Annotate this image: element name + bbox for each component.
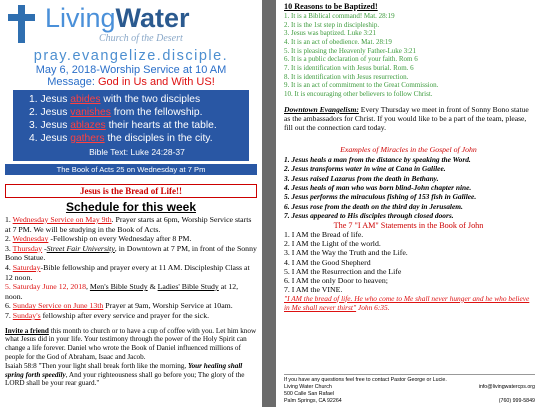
schedule-list bbox=[5, 215, 257, 321]
sermon-point: 3. Jesus ablazes their hearts at the table. bbox=[29, 120, 217, 131]
list-item: 1. I AM the Bread of life. bbox=[284, 229, 364, 239]
list-item: 7. I AM the VINE. bbox=[284, 285, 343, 295]
invite-paragraph: Invite a friend this month to church or to have a cup of coffee with you. Let him know what Jesus did in your life. Your testimony through the power of the Holy Spirit can change a life forever. Daniel who wrote the Book of Daniel influenced millions of people for the God of Abraham, Isaac and Jacob. Isaiah 58:8 "Then your light shall break forth like the morning, Your healing shall spring forth speedily, And your righteousness shall go before you; The glory of the LORD shall be your rear guard." bbox=[5, 326, 257, 388]
sermon-point: 4. Jesus gathers the disciples in the city. bbox=[29, 133, 213, 144]
list-item: 10. It is encouraging other believers to follow Christ. bbox=[284, 89, 433, 98]
message-line: Message: God in Us and With US! bbox=[47, 76, 215, 88]
list-item: 5. It is pleasing the Heavenly Father-Luke 3:21 bbox=[284, 46, 417, 55]
schedule-item: 6. Sunday Service on June 13th Prayer at 9am, Worship Service at 10am. bbox=[5, 301, 233, 311]
brand-name: LivingWater bbox=[45, 3, 190, 33]
tagline: pray.evangelize.disciple. bbox=[33, 48, 229, 64]
left-page bbox=[0, 0, 262, 407]
list-item: 2. I AM the Light of the world. bbox=[284, 238, 381, 248]
service-line: May 6, 2018-Worship Service at 10 AM bbox=[35, 64, 227, 76]
church-name: Living Water Church bbox=[284, 384, 332, 390]
list-item: 3. Jesus was baptized. Luke 3:21 bbox=[284, 29, 376, 38]
sermon-point: 1. Jesus abides with the two disciples bbox=[29, 94, 201, 105]
evangelism-paragraph: Downtown Evangelism: Every Thursday we meet in front of Sonny Bono statue as the ambassadors for Christ. If you would like to be a part of the team, please, fill out the connection card today. bbox=[284, 104, 529, 133]
baptism-reasons-list bbox=[284, 12, 533, 99]
bread-of-life-quote: "I AM the bread of life. He who come to Me shall never hunger and he who believe in Me shall never thirst" John 6:35. bbox=[284, 293, 530, 312]
list-item: 5. I AM the Resurrection and the Life bbox=[284, 266, 402, 276]
schedule-item: 7. Sunday's fellowship after every service and prayer for the sick. bbox=[5, 310, 210, 320]
schedule-item: 3. Thursday -Street Fair University, in Downtown at 7 PM, in front of the Sonny Bono Statue. bbox=[5, 243, 257, 263]
miracles-title: Examples of Miracles in the Gospel of John bbox=[340, 144, 477, 154]
book-of-acts-bar: The Book of Acts 25 on Wednesday at 7 Pm bbox=[5, 164, 257, 175]
page-gutter bbox=[262, 0, 276, 407]
list-item: 1. Jesus heals a man from the distance by speaking the Word. bbox=[284, 154, 471, 164]
bread-of-life-banner: Jesus is the Bread of Life!! bbox=[5, 184, 257, 198]
sermon-points-box bbox=[13, 90, 249, 161]
list-item: 9. It is an act of commitment to the Great Commission. bbox=[284, 81, 439, 90]
bible-text: Bible Text: Luke 24:28-37 bbox=[89, 147, 185, 157]
contact-footer bbox=[284, 374, 535, 405]
cross-icon bbox=[8, 5, 34, 43]
baptism-reasons-title: 10 Reasons to be Baptized! bbox=[284, 2, 378, 11]
list-item: 5. Jesus performs the miraculous fishing of 153 fish in Galilee. bbox=[284, 192, 477, 202]
list-item: 7. Jesus appeared to His disciples through closed doors. bbox=[284, 211, 454, 221]
list-item: 2. Jesus transforms water in wine at Cana in Galilee. bbox=[284, 164, 446, 174]
list-item: 7. It is identification with Jesus burial. Rom. 6 bbox=[284, 63, 414, 72]
list-item: 1. It is a Biblical command! Mat. 28:19 bbox=[284, 12, 395, 20]
schedule-item: 2. Wednesday -Fellowship on every Wednesday after 8 PM. bbox=[5, 234, 192, 244]
schedule-item: 5. Saturday June 12, 2018, Men's Bible Study & Ladies' Bible Study at 12, noon. bbox=[5, 282, 239, 301]
schedule-item: 4. Saturday-Bible fellowship and prayer every at 11 AM. Discipleship Class at 12 noon. bbox=[5, 262, 250, 282]
list-item: 8. It is identification with Jesus resurrection. bbox=[284, 72, 409, 81]
list-item: 6. I AM the only Door to heaven; bbox=[284, 276, 388, 286]
street-address: 500 Calle San Rafael bbox=[284, 391, 335, 397]
phone-number: (760) 999-5849 bbox=[498, 398, 535, 404]
i-am-list bbox=[284, 230, 533, 295]
list-item: 3. I AM the Way the Truth and the Life. bbox=[284, 248, 408, 258]
schedule-item: 1. Wednesday Service on May 9th. Prayer starts at 6pm, Worship Service starts at 7 PM. We will be studying in the Book of Acts. bbox=[5, 215, 252, 234]
church-logo bbox=[5, 3, 257, 51]
list-item: 3. Jesus raised Lazarus from the death in Bethany. bbox=[284, 173, 439, 183]
contact-note: If you have any questions feel free to contact Pastor George or Lucie. bbox=[284, 377, 447, 383]
list-item: 2. It is the 1st step in discipleship. bbox=[284, 20, 380, 29]
list-item: 4. It is an act of obedience. Mat. 28:19 bbox=[284, 37, 392, 46]
right-page bbox=[276, 0, 539, 407]
brand-subtitle: Church of the Desert bbox=[99, 33, 183, 44]
list-item: 6. It is a public declaration of your faith. Rom 6 bbox=[284, 55, 418, 64]
list-item: 6. Jesus rose from the death on the third day in Jerusalem. bbox=[284, 201, 463, 211]
miracles-list bbox=[284, 155, 533, 221]
city-address: Palm Springs, CA 92264 bbox=[284, 398, 342, 404]
email-link[interactable]: info@livingwatercps.org bbox=[478, 384, 535, 390]
list-item: 4. Jesus heals of man who was born blind-John chapter nine. bbox=[284, 183, 472, 192]
list-item: 4. I AM the Good Shepherd bbox=[284, 257, 371, 267]
sermon-point: 2. Jesus vanishes from the fellowship. bbox=[29, 107, 203, 118]
schedule-title: Schedule for this week bbox=[65, 200, 197, 214]
i-am-title: The 7 "I AM" Statements in the Book of John bbox=[333, 220, 484, 230]
